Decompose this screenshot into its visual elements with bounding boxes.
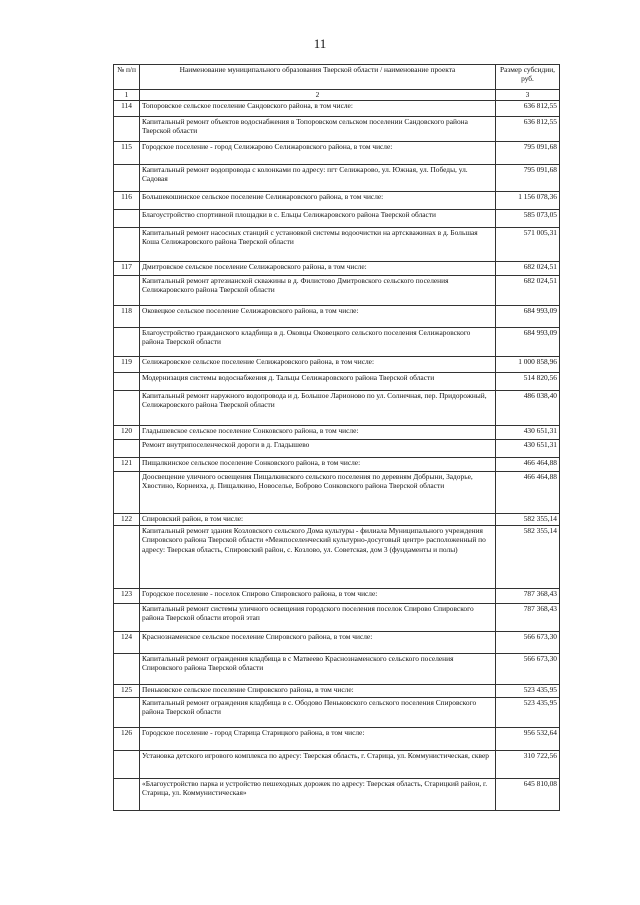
row-number [114, 117, 140, 142]
row-number: 126 [114, 728, 140, 751]
column-index-3: 3 [496, 90, 560, 101]
row-name: Капитальный ремонт здания Козловского сельского Дома культуры - филиала Муниципального учреждения Спировского района Тверской области «Межпоселенческий культурно-досуговый центр» расположенный по адресу: Тверская область, Спировский район, с. Козлово, ул. Советская, дом 3 (фундаменты и полы) [140, 526, 496, 589]
row-name: Капитальный ремонт системы уличного освещения городского поселения поселок Спирово Спировского района Тверской области второй этап [140, 604, 496, 632]
header-num: № п/п [114, 65, 140, 90]
column-index-2: 2 [140, 90, 496, 101]
row-name: Пеньковское сельское поселение Спировского района, в том числе: [140, 685, 496, 698]
table-row-project [114, 117, 560, 142]
row-number [114, 210, 140, 228]
row-amount: 787 368,43 [496, 604, 560, 632]
row-amount: 1 156 078,36 [496, 192, 560, 210]
row-name: Дмитровское сельское поселение Селижаровского района, в том числе: [140, 262, 496, 276]
row-number [114, 373, 140, 391]
row-name: Капитальный ремонт ограждения кладбища в с. Ободово Пеньковского сельского поселения Спировского района Тверской области [140, 698, 496, 728]
column-index-1: 1 [114, 90, 140, 101]
table-row-project [114, 654, 560, 685]
row-amount: 1 000 858,96 [496, 357, 560, 373]
row-amount: 571 005,31 [496, 228, 560, 262]
table-row-project [114, 440, 560, 458]
row-number: 124 [114, 632, 140, 654]
row-name: Капитальный ремонт объектов водоснабжения в Топоровском сельском поселении Сандовского района Тверской области [140, 117, 496, 142]
table-row-project [114, 779, 560, 811]
table-row-municipality [114, 101, 560, 117]
row-amount: 684 993,09 [496, 306, 560, 328]
table-row-municipality [114, 262, 560, 276]
table-row-project [114, 698, 560, 728]
row-name: Оковецкое сельское поселение Селижаровского района, в том числе: [140, 306, 496, 328]
subsidy-table [113, 64, 560, 811]
row-amount: 636 812,55 [496, 117, 560, 142]
row-name: Капитальный ремонт ограждения кладбища в с Матвеево Краснознаменского сельского поселения Спировского района Тверской области [140, 654, 496, 685]
row-name: Капитальный ремонт водопровода с колонками по адресу: пгт Селижарово, ул. Южная, ул. Победы, ул. Садовая [140, 165, 496, 192]
row-amount: 430 651,31 [496, 426, 560, 440]
table-row-municipality [114, 589, 560, 604]
row-amount: 682 024,51 [496, 276, 560, 306]
row-number [114, 526, 140, 589]
row-name: Городское поселение - город Селижарово Селижаровского района, в том числе: [140, 142, 496, 165]
row-amount: 795 091,68 [496, 165, 560, 192]
row-name: Капитальный ремонт артезианской скважины в д. Филистово Дмитровского сельского поселения Селижаровского района Тверской области [140, 276, 496, 306]
row-name: Благоустройство спортивной площадки в с. Ельцы Селижаровского района Тверской области [140, 210, 496, 228]
row-name: Краснознаменское сельское поселение Спировского района, в том числе: [140, 632, 496, 654]
row-number [114, 165, 140, 192]
row-number [114, 698, 140, 728]
table-row-municipality [114, 514, 560, 526]
row-name: Доосвещение уличного освещения Пищалкинского сельского поселения по деревням Добрыни, Задорье, Хвостино, Корнеиха, д. Пищалкино, Новоселье, Боброво Сонковского района Тверской области [140, 472, 496, 514]
row-amount: 466 464,88 [496, 472, 560, 514]
table-row-municipality [114, 728, 560, 751]
row-number: 117 [114, 262, 140, 276]
row-amount: 636 812,55 [496, 101, 560, 117]
row-amount: 684 993,09 [496, 328, 560, 357]
row-amount: 582 355,14 [496, 514, 560, 526]
table-row-project [114, 228, 560, 262]
row-name: Большекошинское сельское поселение Селижаровского района, в том числе: [140, 192, 496, 210]
table-row-municipality [114, 632, 560, 654]
table-row-municipality [114, 192, 560, 210]
row-amount: 682 024,51 [496, 262, 560, 276]
row-amount: 486 038,40 [496, 391, 560, 426]
row-number [114, 328, 140, 357]
table-row-project [114, 328, 560, 357]
table-row-municipality [114, 458, 560, 472]
row-name: Спировский район, в том числе: [140, 514, 496, 526]
row-number [114, 276, 140, 306]
row-number: 118 [114, 306, 140, 328]
row-name: Установка детского игрового комплекса по адресу: Тверская область, г. Старица, ул. Коммунистическая, сквер [140, 751, 496, 779]
row-number [114, 604, 140, 632]
row-name: Городское поселение - поселок Спирово Спировского района, в том числе: [140, 589, 496, 604]
row-name: Благоустройство гражданского кладбища в д. Оковцы Оковецкого сельского поселения Селижаровского района Тверской области [140, 328, 496, 357]
table-row-municipality [114, 357, 560, 373]
table-row-municipality [114, 685, 560, 698]
row-name: Топоровское сельское поселение Сандовского района, в том числе: [140, 101, 496, 117]
row-name: Пищалкинское сельское поселение Сонковского района, в том числе: [140, 458, 496, 472]
row-number: 121 [114, 458, 140, 472]
row-name: Гладышевское сельское поселение Сонковского района, в том числе: [140, 426, 496, 440]
row-number: 125 [114, 685, 140, 698]
table-header-row [114, 65, 560, 90]
row-amount: 523 435,95 [496, 685, 560, 698]
row-number: 120 [114, 426, 140, 440]
row-amount: 514 820,56 [496, 373, 560, 391]
row-name: Ремонт внутрипоселенческой дороги в д. Гладышево [140, 440, 496, 458]
row-amount: 585 073,05 [496, 210, 560, 228]
row-number: 119 [114, 357, 140, 373]
row-number [114, 228, 140, 262]
row-amount: 310 722,56 [496, 751, 560, 779]
row-number [114, 440, 140, 458]
row-number [114, 751, 140, 779]
header-amount: Размер субсидии, руб. [496, 65, 560, 90]
row-amount: 566 673,30 [496, 654, 560, 685]
header-name: Наименование муниципального образования Тверской области / наименование проекта [140, 65, 496, 90]
row-amount: 523 435,95 [496, 698, 560, 728]
table-row-project [114, 526, 560, 589]
table-row-project [114, 751, 560, 779]
row-name: Капитальный ремонт насосных станций с установкой системы водоочистки на артскважинах в д. Большая Коша Селижаровского района Тверской области [140, 228, 496, 262]
row-amount: 430 651,31 [496, 440, 560, 458]
row-number [114, 472, 140, 514]
table-row-municipality [114, 306, 560, 328]
table-row-municipality [114, 426, 560, 440]
row-amount: 566 673,30 [496, 632, 560, 654]
row-amount: 795 091,68 [496, 142, 560, 165]
column-index-row [114, 90, 560, 101]
row-name: Капитальный ремонт наружного водопровода и д. Большое Ларионово по ул. Солнечная, пер. Придорожный, Селижаровского района Тверской области [140, 391, 496, 426]
table-row-municipality [114, 142, 560, 165]
row-number: 116 [114, 192, 140, 210]
row-number: 123 [114, 589, 140, 604]
row-number: 122 [114, 514, 140, 526]
row-number: 115 [114, 142, 140, 165]
table-row-project [114, 472, 560, 514]
row-amount: 582 355,14 [496, 526, 560, 589]
table-row-project [114, 373, 560, 391]
row-amount: 466 464,88 [496, 458, 560, 472]
page-number: 11 [313, 36, 327, 51]
row-number [114, 391, 140, 426]
table-row-project [114, 276, 560, 306]
table-row-project [114, 604, 560, 632]
table-row-project [114, 210, 560, 228]
row-number [114, 654, 140, 685]
row-name: Селижаровское сельское поселение Селижаровского района, в том числе: [140, 357, 496, 373]
table-row-project [114, 391, 560, 426]
row-name: «Благоустройство парка и устройство пешеходных дорожек по адресу: Тверская область, Старицкий район, г. Старица, ул. Коммунистическая» [140, 779, 496, 811]
row-number [114, 779, 140, 811]
row-number: 114 [114, 101, 140, 117]
row-name: Городское поселение - город Старица Старицкого района, в том числе: [140, 728, 496, 751]
row-amount: 787 368,43 [496, 589, 560, 604]
row-amount: 645 810,08 [496, 779, 560, 811]
row-amount: 956 532,64 [496, 728, 560, 751]
row-name: Модернизация системы водоснабжения д. Тальцы Селижаровского района Тверской области [140, 373, 496, 391]
table-row-project [114, 165, 560, 192]
